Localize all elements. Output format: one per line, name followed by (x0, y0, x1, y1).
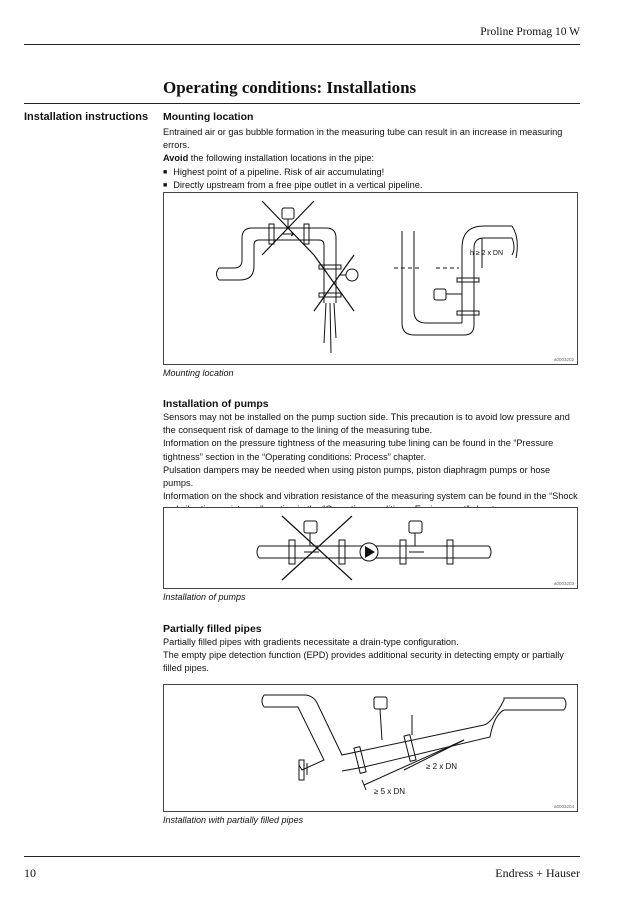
footer-rule (24, 856, 580, 857)
figure-id: a0003203 (553, 581, 574, 586)
pumps-diagram (164, 508, 577, 588)
header-product: Proline Promag 10 W (480, 26, 580, 38)
side-label: Installation instructions (24, 111, 149, 123)
bullet-item: ■ Highest point of a pipeline. Risk of air accumulating! (163, 166, 578, 179)
header-rule (24, 44, 580, 45)
figure-id: a0003202 (553, 357, 574, 362)
mounting-diagram (164, 193, 577, 364)
bullet-item: ■ Directly upstream from a free pipe outlet in a vertical pipeline. (163, 179, 578, 192)
partial-diagram (164, 685, 577, 811)
label-5dn: ≥ 5 x DN (374, 787, 406, 796)
section-title: Operating conditions: Installations (163, 78, 417, 97)
pumps-line: Sensors may not be installed on the pump suction side. This precaution is to avoid low pressure and the consequent risk of damage to the lining of the measuring tube. (163, 412, 570, 436)
h-label: h ≥ 2 x DN (470, 250, 504, 257)
mounting-avoid (163, 152, 578, 165)
figure-partial (163, 684, 578, 812)
pumps-line: Information on the shock and vibration resistance of the measuring system can be found in the “Shock (163, 491, 578, 502)
footer-company: Endress + Hauser (495, 866, 580, 880)
pumps-caption: Installation of pumps (163, 592, 246, 602)
label-2dn: ≥ 2 x DN (426, 762, 458, 771)
partial-title: Partially filled pipes (163, 623, 262, 635)
mounting-bullets (163, 166, 578, 192)
mounting-line1: Entrained air or gas bubble formation in the measuring tube can result in an increase in measuring errors. (163, 127, 563, 151)
figure-pumps (163, 507, 578, 589)
partial-line: The empty pipe detection function (EPD) provides additional security in detecting empty or partially filled pipes. (163, 650, 564, 674)
pumps-text (163, 411, 578, 517)
section-rule (24, 103, 580, 104)
figure-mounting-location (163, 192, 578, 365)
pumps-line: Information on the pressure tightness of the measuring tube lining can be found in the “Pressure tightness” section in the “Operating conditions: Process” chapter. (163, 438, 554, 462)
mounting-caption: Mounting location (163, 368, 234, 378)
figure-id: a0003204 (553, 804, 574, 809)
pumps-title: Installation of pumps (163, 398, 269, 410)
pumps-line: Pulsation dampers may be needed when using piston pumps, piston diaphragm pumps or hose pumps. (163, 464, 551, 489)
partial-line: Partially filled pipes with gradients necessitate a drain-type configuration. (163, 637, 459, 647)
avoid-bold: Avoid (163, 153, 189, 164)
partial-caption: Installation with partially filled pipes (163, 815, 304, 825)
mounting-text (163, 126, 578, 192)
page-number: 10 (24, 866, 36, 880)
mounting-title: Mounting location (163, 111, 254, 123)
avoid-rest: the following installation locations in the pipe: (188, 153, 375, 164)
partial-text (163, 636, 578, 676)
